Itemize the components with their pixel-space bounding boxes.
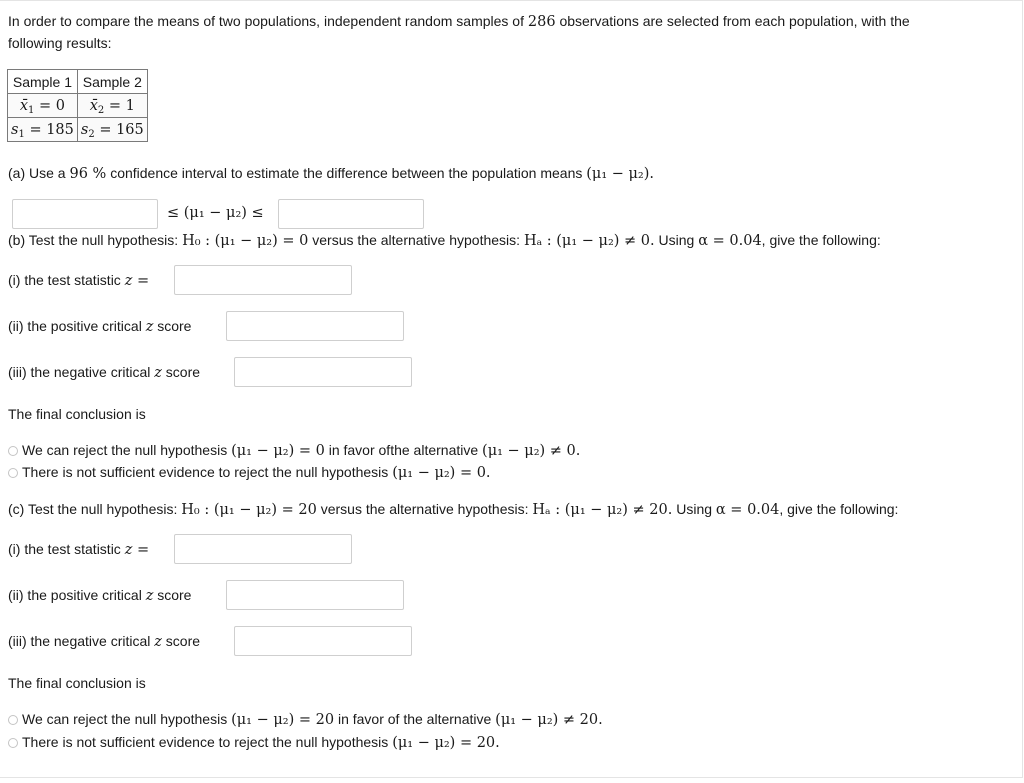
c-positive-critical-input[interactable] [226, 580, 404, 610]
b-not-reject-radio[interactable] [8, 468, 18, 478]
part-b-ii-z: z [145, 319, 154, 335]
part-c-using: Using [672, 501, 716, 517]
sample-size: 286 [527, 14, 556, 30]
part-b-ha: Hₐ : (μ₁ − μ₂) ≠ 0. [523, 233, 655, 249]
s2-cell: $s_2 = 165$ [77, 118, 147, 142]
b-test-statistic-input[interactable] [174, 265, 352, 295]
part-c-pre: (c) Test the null hypothesis: [8, 501, 182, 517]
confidence-level: 96 % [69, 166, 107, 182]
part-c-mid: versus the alternative hypothesis: [316, 501, 533, 517]
s1-value: = 185 [29, 121, 74, 138]
part-b-i-label [8, 272, 149, 289]
c-test-statistic-input[interactable] [174, 534, 352, 564]
c-not-reject-radio[interactable] [8, 738, 18, 748]
part-c-ha: Hₐ : (μ₁ − μ₂) ≠ 20. [532, 502, 673, 518]
part-b-iii-text: (iii) the negative critical [8, 364, 155, 380]
part-c-alpha: α = 0.04 [715, 502, 780, 518]
part-b-i-math: z = [124, 273, 150, 289]
part-c-ii-text: (ii) the positive critical [8, 587, 146, 603]
intro-text-post: observations are selected from each population, with the [555, 13, 910, 29]
part-b-mid: versus the alternative hypothesis: [308, 232, 524, 248]
c-opt1-mid: in favor of the alternative [334, 711, 496, 727]
part-c-iii-post: score [161, 633, 201, 649]
intro-line-1 [8, 13, 910, 30]
b-opt1-math1: (μ₁ − μ₂) = 0 [231, 443, 325, 459]
part-a-prompt [8, 165, 654, 182]
b-opt1-text: We can reject the null hypothesis [22, 442, 232, 458]
intro-text: In order to compare the means of two populations, independent random samples of [8, 13, 528, 29]
part-c-ii-z: z [145, 588, 154, 604]
part-b-pre: (b) Test the null hypothesis: [8, 232, 183, 248]
part-b-ii-label [8, 318, 191, 335]
c-opt1-text: We can reject the null hypothesis [22, 711, 232, 727]
b-opt2-text: There is not sufficient evidence to reject the null hypothesis [22, 464, 393, 480]
part-c-h0: H₀ : (μ₁ − μ₂) = 20 [181, 502, 317, 518]
b-reject-radio[interactable] [8, 446, 18, 456]
ci-lower-input[interactable] [12, 199, 158, 229]
part-c-ii-label [8, 587, 191, 604]
part-b-iii-label [8, 364, 200, 381]
part-b-prompt [8, 232, 881, 249]
b-opt1-math2: (μ₁ − μ₂) ≠ 0. [482, 443, 581, 459]
b-positive-critical-input[interactable] [226, 311, 404, 341]
part-c-i-text: (i) the test statistic [8, 541, 125, 557]
b-option-not-reject[interactable] [8, 464, 491, 481]
c-reject-radio[interactable] [8, 715, 18, 725]
sample-2-header: Sample 2 [77, 70, 147, 94]
b-option-reject[interactable] [8, 442, 580, 459]
part-b-using: Using [654, 232, 699, 248]
part-c-iii-label [8, 633, 200, 650]
part-b-iii-z: z [154, 365, 162, 381]
s1-cell: $s_1 = 185$ [8, 118, 78, 142]
part-a-mid: confidence interval to estimate the difference between the population means [106, 165, 587, 181]
intro-line-2: following results: [8, 35, 112, 51]
part-c-iii-z: z [154, 634, 162, 650]
part-a-pre: (a) Use a [8, 165, 70, 181]
c-opt1-math1: (μ₁ − μ₂) = 20 [231, 712, 335, 728]
b-opt2-math: (μ₁ − μ₂) = 0. [392, 465, 491, 481]
sample-1-header: Sample 1 [8, 70, 78, 94]
part-c-i-math: z = [124, 542, 150, 558]
part-b-i-text: (i) the test statistic [8, 272, 125, 288]
c-option-not-reject[interactable] [8, 734, 500, 751]
xbar2-value: = 1 [108, 97, 135, 114]
c-opt1-math2: (μ₁ − μ₂) ≠ 20. [495, 712, 603, 728]
part-b-alpha: α = 0.04 [698, 233, 762, 249]
c-negative-critical-input[interactable] [234, 626, 412, 656]
part-c-conclusion-label: The final conclusion is [8, 675, 146, 691]
ci-inequality: ≤ (μ₁ − μ₂) ≤ [167, 205, 264, 221]
c-opt2-math: (μ₁ − μ₂) = 20. [392, 735, 500, 751]
part-b-conclusion-label: The final conclusion is [8, 406, 146, 422]
sample-table [7, 69, 148, 142]
c-opt2-text: There is not sufficient evidence to reject the null hypothesis [22, 734, 393, 750]
xbar1-value: = 0 [39, 97, 66, 114]
part-b-ii-text: (ii) the positive critical [8, 318, 146, 334]
part-c-post: , give the following: [779, 501, 899, 517]
s2-value: = 165 [99, 121, 144, 138]
part-b-post: , give the following: [761, 232, 881, 248]
xbar1-cell: $x̄_1 = 0$ [8, 94, 78, 118]
part-b-h0: H₀ : (μ₁ − μ₂) = 0 [182, 233, 309, 249]
part-c-prompt [8, 501, 898, 518]
part-b-ii-post: score [153, 318, 192, 334]
part-c-i-label [8, 541, 149, 558]
part-a-expr: (μ₁ − μ₂). [586, 166, 655, 182]
b-opt1-mid: in favor ofthe alternative [324, 442, 483, 458]
part-c-ii-post: score [153, 587, 192, 603]
part-c-iii-text: (iii) the negative critical [8, 633, 155, 649]
ci-upper-input[interactable] [278, 199, 424, 229]
part-b-iii-post: score [161, 364, 201, 380]
c-option-reject[interactable] [8, 711, 603, 728]
b-negative-critical-input[interactable] [234, 357, 412, 387]
xbar2-cell: $x̄_2 = 1$ [77, 94, 147, 118]
